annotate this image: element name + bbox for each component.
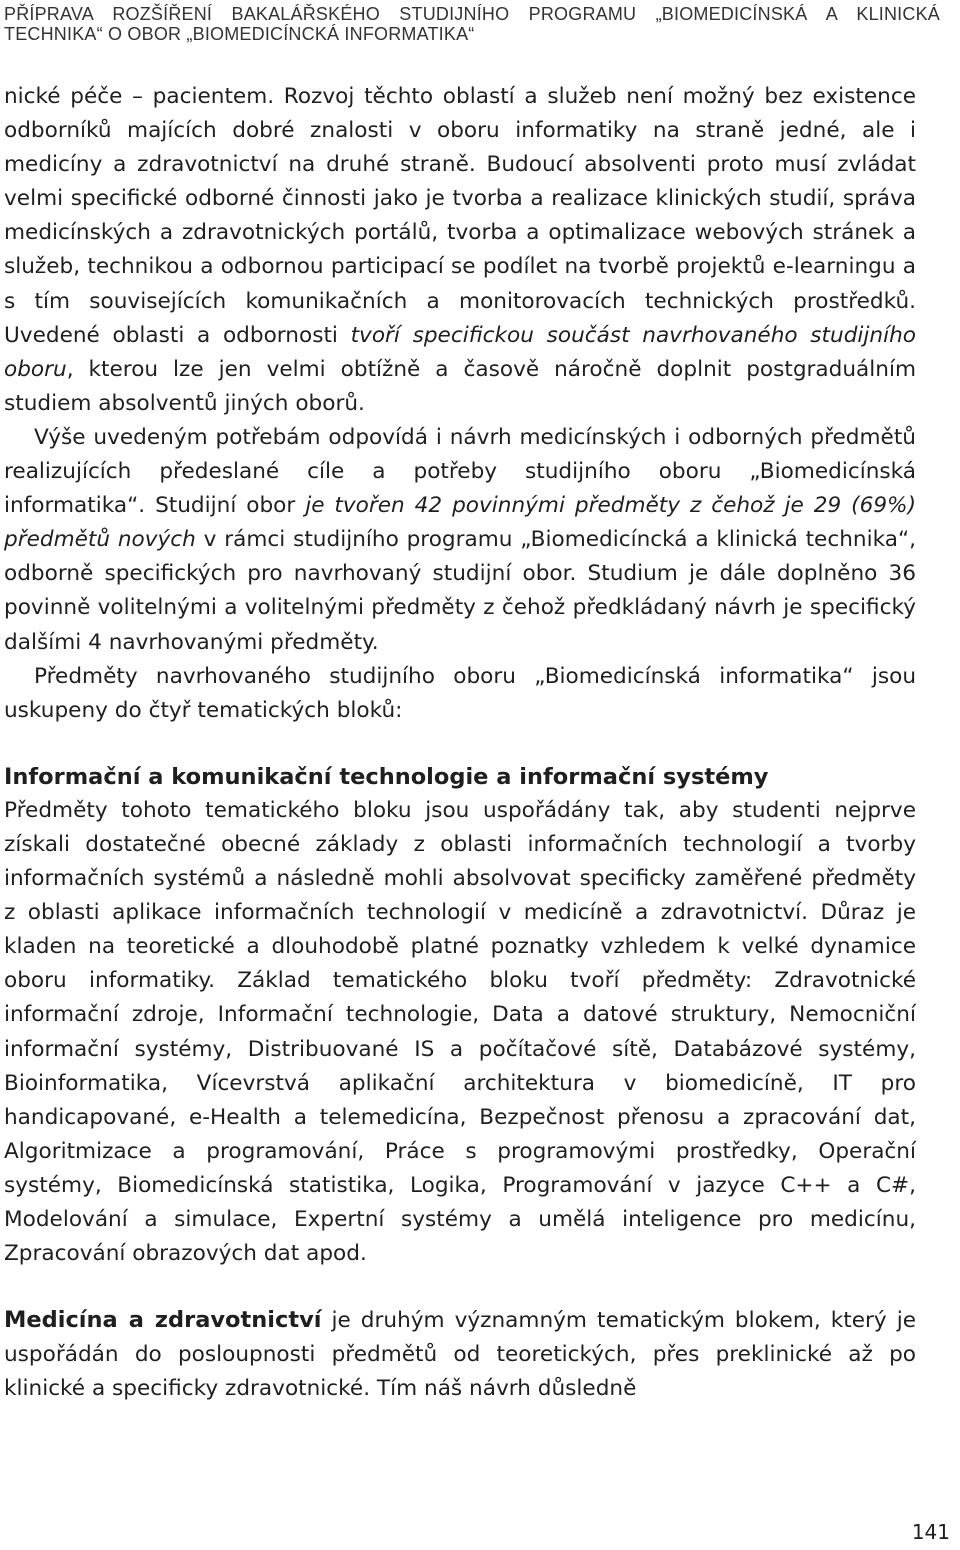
- paragraph-text: nické péče – pacientem. Rozvoj těchto oblastí a služeb není možný bez existence odborníků majících dobré znalosti v oboru informatiky na straně jedné, ale i medicíny a zdravotnictví na druhé straně. Budoucí absolventi proto musí zvládat velmi specifické odborné činnosti jako je tvorba a realizace klinických studií, správa medicínských a zdravotnických portálů, tvorba a optimalizace webových stránek a služeb, technikou a odbornou participací se podílet na tvorbě projektů e-learningu a s tím souvisejících komunikačních a monitorovacích technických prostředků. Uvedené oblasti a odbornosti: [4, 84, 916, 348]
- paragraph-text: , kterou lze jen velmi obtížně a časově náročně doplnit postgraduálním studiem absolventů jiných oborů.: [4, 356, 916, 416]
- section-medicine: [4, 1303, 916, 1406]
- paragraph-text: v rámci studijního programu „Biomedicíncká a klinická technika“, odborně specifických pro navrhovaný studijní obor. Studium je dále doplněno 36 povinně volitelnými a volitelnými předměty z čehož předkládaný návrh je specifický dalšími 4 navrhovanými předměty.: [4, 527, 916, 655]
- section-heading-ict: Informační a komunikační technologie a informační systémy: [4, 763, 769, 790]
- spacer: [4, 1271, 916, 1303]
- paragraph-text: je druhým významným tematickým blokem, který je uspořádán do posloupnosti předmětů od teoretických, přes preklinické až po klinické a specificky zdravotnické. Tím náš návrh důsledně: [4, 1308, 916, 1402]
- paragraph-thematic-blocks: Předměty navrhovaného studijního oboru „Biomedicínská informatika“ jsou uskupeny do čtyř tematických bloků:: [4, 663, 916, 723]
- emphasized-phrase: tvoří specifickou součást navrhovaného studijního oboru: [4, 322, 916, 382]
- running-header: PŘÍPRAVA ROZŠÍŘENÍ BAKALÁŘSKÉHO STUDIJNÍHO PROGRAMU „BIOMEDICÍNSKÁ A KLINICKÁ TECHNIKA“ O OBOR „BIOMEDICÍNCKÁ INFORMATIKA“: [4, 4, 940, 44]
- section-heading-medicine: Medicína a zdravotnictví: [4, 1307, 322, 1334]
- paragraph-text: Výše uvedeným potřebám odpovídá i návrh medicínských i odborných předmětů realizujících předeslané cíle a potřeby studijního oboru „Biomedicínská informatika“. Studijní obor: [4, 424, 916, 519]
- document-body: [4, 80, 916, 1406]
- page-number: 141: [911, 1520, 950, 1544]
- spacer: [4, 728, 916, 760]
- paragraph-study-program: [4, 421, 916, 660]
- section-body-ict: Předměty tohoto tematického bloku jsou uspořádány tak, aby studenti nejprve získali dostatečné obecné základy z oblasti informačních technologií a tvorby informačních systémů a následně mohli absolvovat specificky zaměřené předměty z oblasti aplikace informačních technologií v medicíně a zdravotnictví. Důraz je kladen na teoretické a dlouhodobě platné poznatky vzhledem k velké dynamice oboru informatiky. Základ tematického bloku tvoří předměty: Zdravotnické informační zdroje, Informační technologie, Data a datové struktury, Nemocniční informační systémy, Distribuované IS a počítačové sítě, Databázové systémy, Bioinformatika, Vícevrstvá aplikační architektura v biomedicíně, IT pro handicapované, e-Health a telemedicína, Bezpečnost přenosu a zpracování dat, Algoritmizace a programování, Práce s programovými prostředky, Operační systémy, Biomedicínská statistika, Logika, Programování v jazyce C++ a C#, Modelování a simulace, Expertní systémy a umělá inteligence pro medicínu, Zpracování obrazových dat apod.: [4, 797, 916, 1267]
- emphasized-phrase: je tvořen 42 povinnými předměty z čehož je 29 (69%) předmětů nových: [4, 493, 917, 553]
- paragraph-continuation: [4, 80, 916, 421]
